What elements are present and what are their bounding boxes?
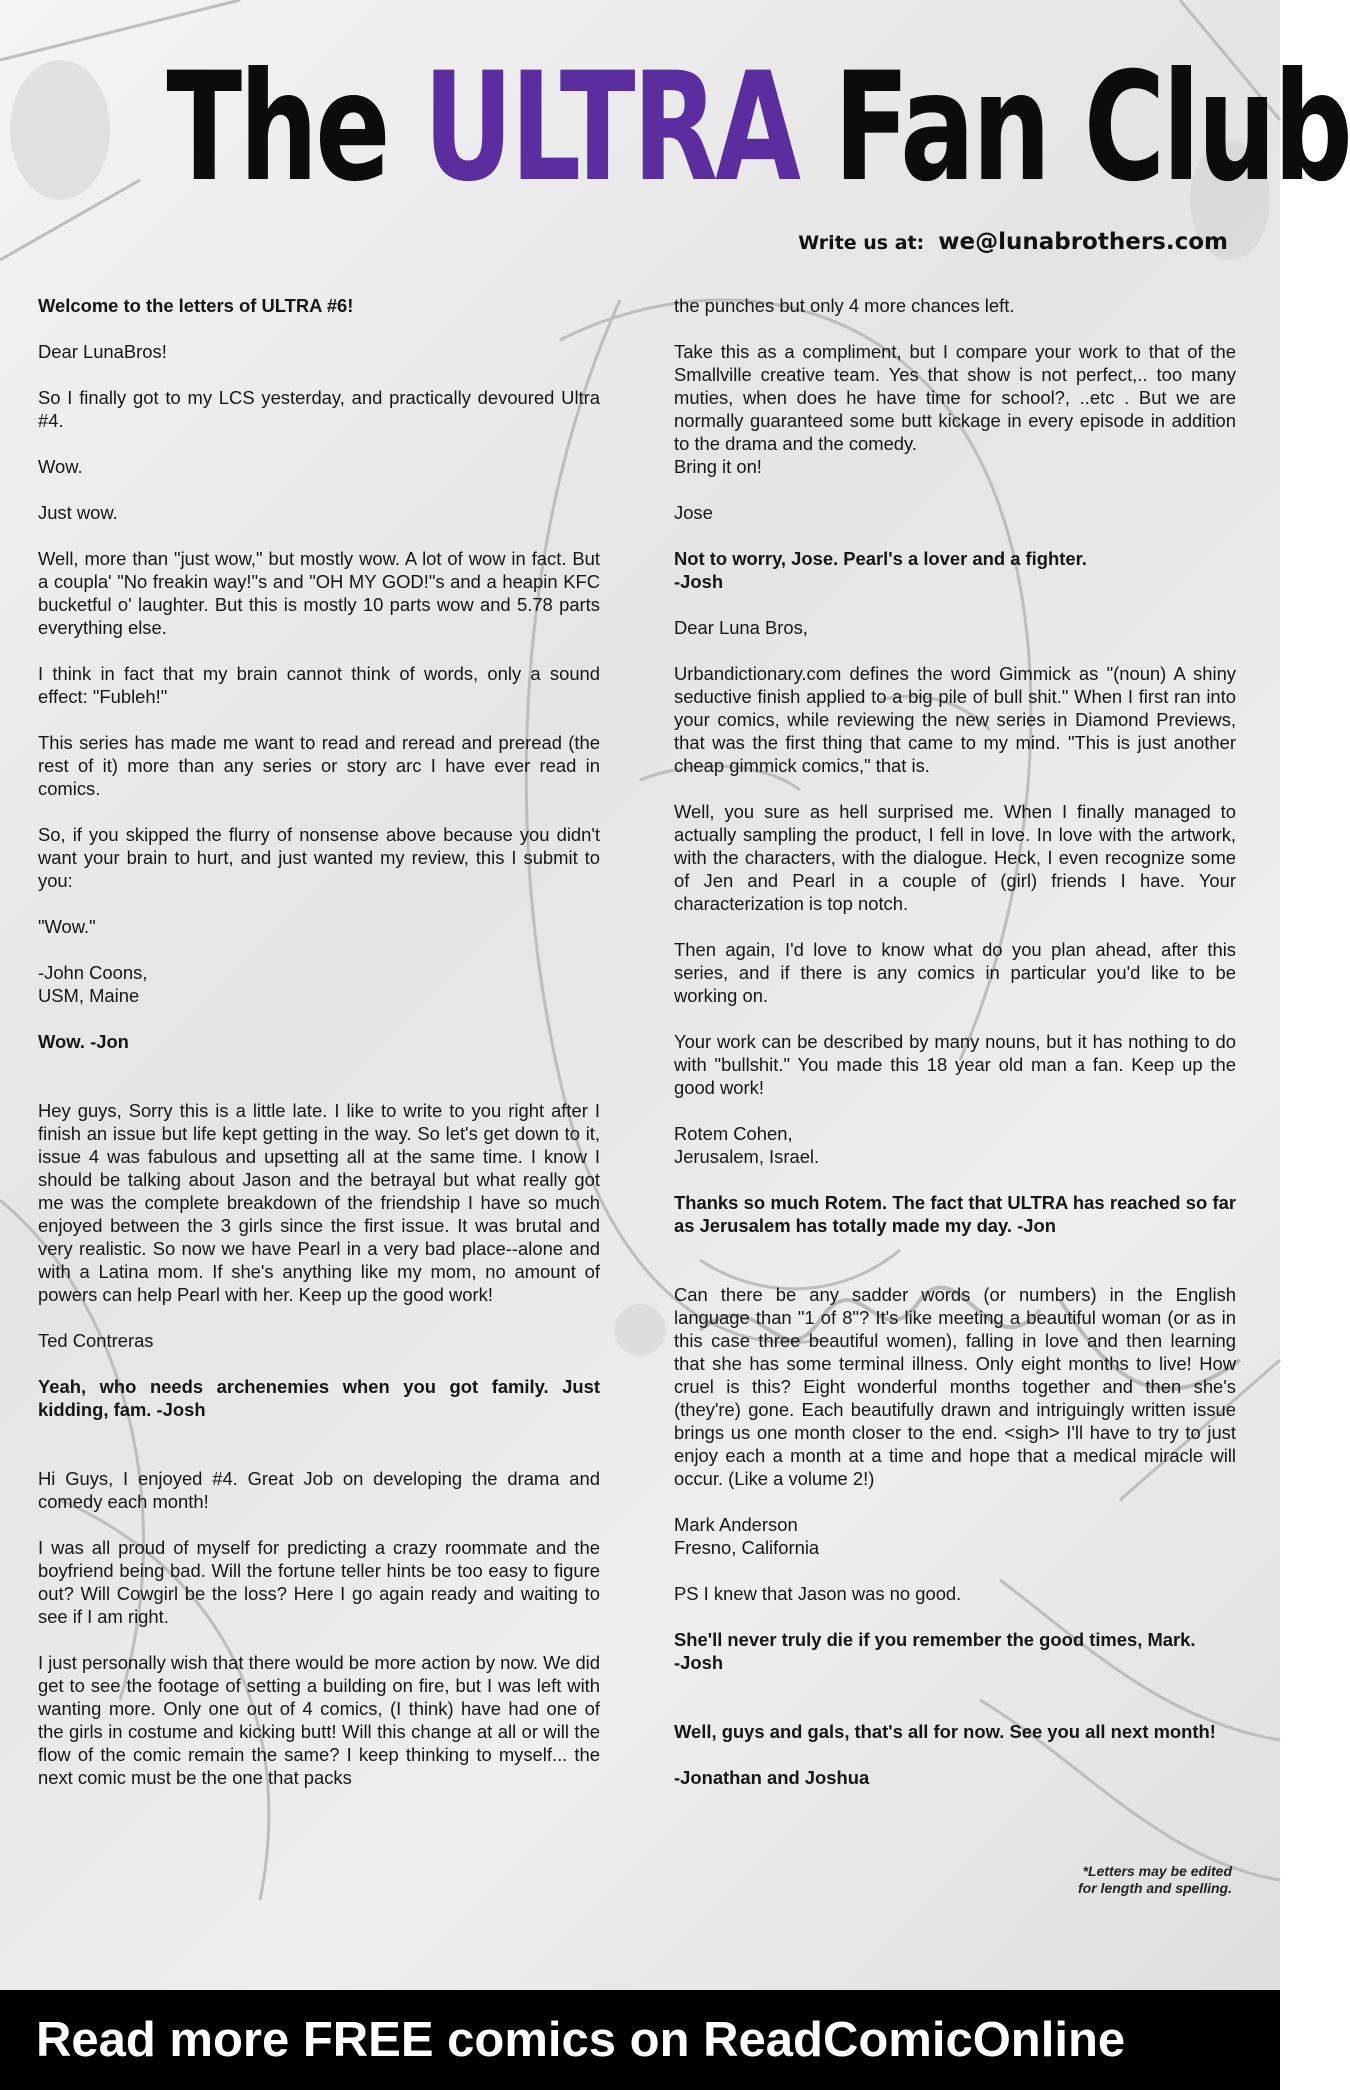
corner-face-art [10,60,110,200]
title-word-fan-club: Fan Club [833,41,1350,215]
letter-paragraph: So I finally got to my LCS yesterday, and practically devoured Ultra #4. [38,387,600,431]
letter-paragraph: Well, more than "just wow," but mostly wow. A lot of wow in fact. But a coupla' "No freakin way!"s and "OH MY GOD!"s and a heapin KFC bucketful o' laughter. But this is mostly 10 parts wow and 5.78 parts everything else. [38,548,600,638]
letter-paragraph: Ted Contreras [38,1330,154,1351]
letter-paragraph: I was all proud of myself for predicting a crazy roommate and the boyfriend being bad. Will the fortune teller hints be too easy to figure out? Will Cowgirl be the loss? Here I go again ready and waiting to see if I am right. [38,1537,600,1627]
letter-paragraph: Wow. [38,456,83,477]
letters-column-right [674,294,1236,1812]
pendant-art [614,1304,666,1356]
masthead-title [166,28,1350,228]
letter-paragraph: PS I knew that Jason was no good. [674,1583,962,1604]
letter-paragraph: the punches but only 4 more chances left. [674,295,1015,316]
letter-paragraph: So, if you skipped the flurry of nonsense above because you didn't want your brain to hurt, and just wanted my review, this I submit to you: [38,824,600,891]
reply-paragraph: Not to worry, Jose. Pearl's a lover and a fighter. -Josh [674,548,1087,592]
letter-paragraph: Take this as a compliment, but I compare your work to that of the Smallville creative team. Yes that show is not perfect,.. too many muties, when does he have time for school?, ..etc . But we are normally guaranteed some butt kickage in every episode in addition to the drama and the comedy. Bring it on! [674,341,1236,477]
letter-paragraph: Dear LunaBros! [38,341,167,362]
letter-paragraph: I just personally wish that there would be more action by now. We did get to see the footage of setting a building on fire, but I was left with wanting more. Only one out of 4 comics, (I think) have had one of the girls in costume and kicking butt! Will this change at all or will the flow of the comic remain the same? I keep thinking to myself... the next comic must be the one that packs [38,1652,600,1788]
letter-paragraph: This series has made me want to read and reread and preread (the rest of it) more than any series or story arc I have ever read in comics. [38,732,600,799]
letter-paragraph: Well, you sure as hell surprised me. When I finally managed to actually sampling the product, I fell in love. In love with the artwork, with the characters, with the dialogue. Heck, I even recognize some of Jen and Pearl in a couple of (girl) friends I have. Your characterization is top notch. [674,801,1236,914]
letter-paragraph: -John Coons, USM, Maine [38,962,148,1006]
reply-paragraph: Well, guys and gals, that's all for now. See you all next month! [674,1721,1216,1742]
letter-paragraph: Then again, I'd love to know what do you plan ahead, after this series, and if there is any comics in particular you'd like to be working on. [674,939,1236,1006]
letter-paragraph: Hi Guys, I enjoyed #4. Great Job on developing the drama and comedy each month! [38,1468,600,1512]
reply-paragraph: Yeah, who needs archenemies when you got family. Just kidding, fam. -Josh [38,1376,600,1420]
footer-banner[interactable] [0,1990,1280,2090]
title-word-ultra: ULTRA [423,41,799,215]
letter-paragraph: Rotem Cohen, Jerusalem, Israel. [674,1123,820,1167]
letter-paragraph: Dear Luna Bros, [674,617,808,638]
reply-paragraph: -Jonathan and Joshua [674,1767,870,1788]
letter-paragraph: Hey guys, Sorry this is a little late. I like to write to you right after I finish an issue but life kept getting in the way. So let's get down to it, issue 4 was fabulous and upsetting all at the same time. I know I should be talking about Jason and the betrayal but what really got me was the complete breakdown of the friendship I have so much enjoyed between the 3 girls since the first issue. It was brutal and very realistic. So now we have Pearl in a very bad place--alone and with a Latina mom. If she's anything like my mom, no amount of powers can help Pearl with her. Keep up the good work! [38,1100,600,1305]
letter-paragraph: Mark Anderson Fresno, California [674,1514,820,1558]
editing-disclaimer [1032,1863,1232,1897]
contact-email: we@lunabrothers.com [938,229,1228,255]
letter-paragraph: Your work can be described by many nouns, but it has nothing to do with "bullshit." You made this 18 year old man a fan. Keep up the good work! [674,1031,1236,1098]
letter-paragraph: Can there be any sadder words (or numbers) in the English language than "1 of 8"? It's like meeting a beautiful woman (or as in this case three beautiful women), falling in love and then learning that she has some terminal illness. Only eight months to live! How cruel is this? Eight wonderful months together and then she's (they're) gone. Each beautifully drawn and intriguingly written issue brings us one month closer to the end. <sigh> I'll have to try to just enjoy each a month at a time and hope that a medical miracle will occur. (Like a volume 2!) [674,1284,1236,1489]
letter-paragraph: Just wow. [38,502,118,523]
contact-line [798,224,1228,260]
letter-paragraph: Jose [674,502,713,523]
letter-paragraph: I think in fact that my brain cannot think of words, only a sound effect: "Fubleh!" [38,663,600,707]
reply-paragraph: Welcome to the letters of ULTRA #6! [38,295,354,316]
letter-paragraph: Urbandictionary.com defines the word Gimmick as "(noun) A shiny seductive finish applied to a big pile of bull shit." When I first ran into your comics, while reviewing the new series in Diamond Previews, that was the first thing that came to my mind. "This is just another cheap gimmick comics," that is. [674,663,1236,776]
title-word-the: The [166,41,388,215]
letter-paragraph: "Wow." [38,916,96,937]
reply-paragraph: Wow. -Jon [38,1031,129,1052]
reply-paragraph: Thanks so much Rotem. The fact that ULTRA has reached so far as Jerusalem has totally made my day. -Jon [674,1192,1236,1236]
contact-label: Write us at: [798,232,925,254]
disclaimer-text: *Letters may be edited for length and spelling. [1078,1863,1232,1896]
reply-paragraph: She'll never truly die if you remember the good times, Mark. -Josh [674,1629,1196,1673]
letters-column-left [38,294,600,1812]
footer-banner-text[interactable]: Read more FREE comics on ReadComicOnline [36,2013,1126,2067]
